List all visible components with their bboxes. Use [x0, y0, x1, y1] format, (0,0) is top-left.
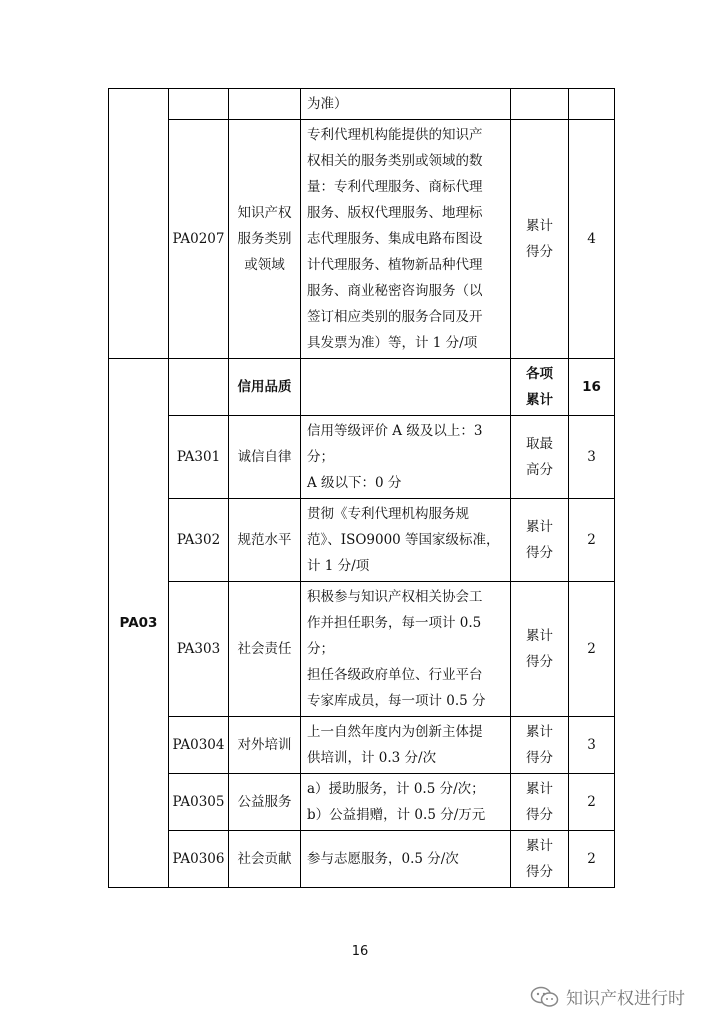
table-row [109, 774, 615, 831]
code-cell [169, 359, 229, 416]
desc-cell: 贯彻《专利代理机构服务规 范》、ISO9000 等国家级标准， 计 1 分/项 [301, 499, 511, 582]
table-row [109, 416, 615, 499]
score-cell: 2 [569, 831, 615, 888]
table-row [109, 499, 615, 582]
method-cell: 取最 高分 [511, 416, 569, 499]
score-cell: 3 [569, 416, 615, 499]
name-cell: 社会贡献 [229, 831, 301, 888]
table-row [109, 717, 615, 774]
method-cell: 累计 得分 [511, 831, 569, 888]
name-cell: 公益服务 [229, 774, 301, 831]
code-cell: PA0304 [169, 717, 229, 774]
method-cell: 累计 得分 [511, 120, 569, 359]
category-cell-empty [109, 89, 169, 359]
name-cell: 知识产权 服务类别 或领域 [229, 120, 301, 359]
name-cell [229, 89, 301, 120]
desc-cell: 参与志愿服务，0.5 分/次 [301, 831, 511, 888]
method-cell: 累计 得分 [511, 717, 569, 774]
desc-cell: 积极参与知识产权相关协会工 作并担任职务，每一项计 0.5 分； 担任各级政府单位、行业平台 专家库成员，每一项计 0.5 分 [301, 582, 511, 717]
table-row [109, 831, 615, 888]
code-cell: PA0305 [169, 774, 229, 831]
table-row [109, 582, 615, 717]
code-cell: PA302 [169, 499, 229, 582]
name-cell: 对外培训 [229, 717, 301, 774]
code-cell [169, 89, 229, 120]
code-cell: PA303 [169, 582, 229, 717]
code-cell: PA0306 [169, 831, 229, 888]
desc-cell: 专利代理机构能提供的知识产 权相关的服务类别或领域的数 量：专利代理服务、商标代理 服务、版权代理服务、地理标 志代理服务、集成电路布图设 计代理服务、植物新品种代理 服务、商业秘密咨询服务（以 签订相应类别的服务合同及开 具发票为准）等，计 1 分/项 [301, 120, 511, 359]
table-row [109, 89, 615, 120]
method-cell: 各项 累计 [511, 359, 569, 416]
method-cell: 累计 得分 [511, 774, 569, 831]
group-name-cell: 信用品质 [229, 359, 301, 416]
score-cell [569, 89, 615, 120]
method-cell: 累计 得分 [511, 499, 569, 582]
method-cell [511, 89, 569, 120]
desc-cell: 信用等级评价 A 级及以上：3 分； A 级以下：0 分 [301, 416, 511, 499]
desc-line: 为准） [307, 96, 348, 112]
desc-cell [301, 89, 511, 120]
page-number: 16 [351, 944, 369, 959]
scoring-table [108, 88, 615, 888]
desc-cell: 上一自然年度内为创新主体提 供培训，计 0.3 分/次 [301, 717, 511, 774]
score-cell: 2 [569, 774, 615, 831]
name-cell: 规范水平 [229, 499, 301, 582]
category-cell: PA03 [109, 359, 169, 888]
score-cell: 16 [569, 359, 615, 416]
score-cell: 4 [569, 120, 615, 359]
wechat-bubble-icon [530, 986, 560, 1008]
name-cell: 社会责任 [229, 582, 301, 717]
watermark-text: 知识产权进行时 [566, 989, 685, 1009]
method-cell: 累计 得分 [511, 582, 569, 717]
score-cell: 2 [569, 499, 615, 582]
desc-cell: a）援助服务，计 0.5 分/次； b）公益捐赠，计 0.5 分/万元 [301, 774, 511, 831]
table-row [109, 359, 615, 416]
code-cell: PA301 [169, 416, 229, 499]
score-cell: 3 [569, 717, 615, 774]
watermark [530, 984, 685, 1009]
name-cell: 诚信自律 [229, 416, 301, 499]
code-cell: PA0207 [169, 120, 229, 359]
table-row [109, 120, 615, 359]
desc-cell [301, 359, 511, 416]
score-cell: 2 [569, 582, 615, 717]
